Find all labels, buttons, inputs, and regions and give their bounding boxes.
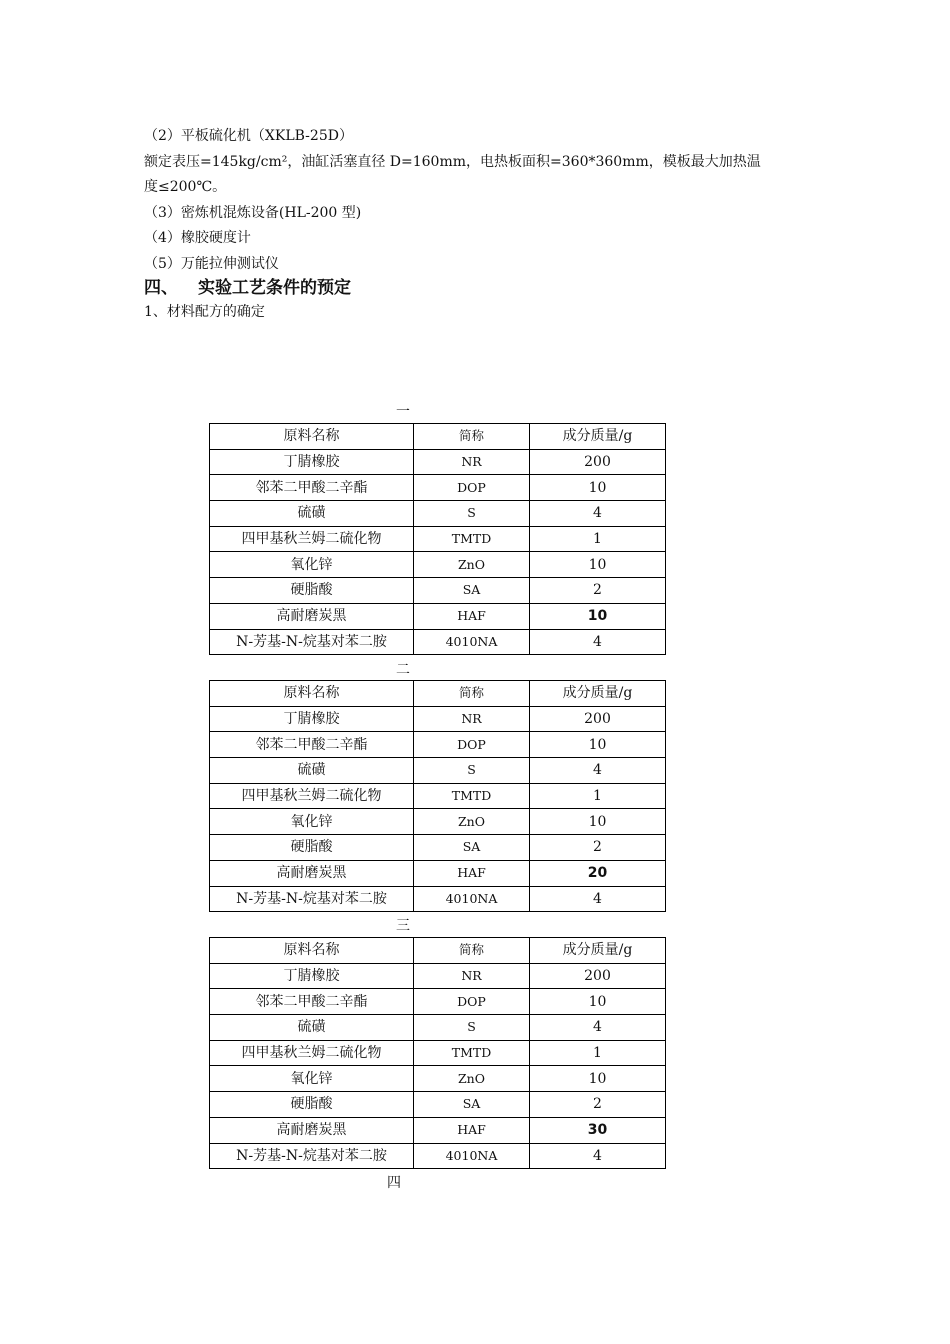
material-abbr: DOP	[414, 989, 530, 1015]
material-name: 硬脂酸	[210, 1092, 414, 1118]
material-name: 四甲基秋兰姆二硫化物	[210, 526, 414, 552]
material-mass: 10	[530, 732, 666, 758]
material-abbr: TMTD	[414, 783, 530, 809]
material-abbr: NR	[414, 963, 530, 989]
equipment-item-4: （4）橡胶硬度计	[144, 230, 251, 246]
material-abbr: SA	[414, 835, 530, 861]
header-abbreviation: 简称	[414, 681, 530, 707]
header-mass: 成分质量/g	[530, 938, 666, 964]
table-header-row	[210, 938, 666, 964]
formula-table-3	[209, 937, 666, 1169]
material-abbr: 4010NA	[414, 629, 530, 655]
material-name: 高耐磨炭黑	[210, 603, 414, 629]
section-title: 实验工艺条件的预定	[198, 278, 351, 298]
material-name: 邻苯二甲酸二辛酯	[210, 989, 414, 1015]
material-abbr: S	[414, 758, 530, 784]
formula-label-1: 一	[396, 404, 410, 420]
material-name: 邻苯二甲酸二辛酯	[210, 475, 414, 501]
material-mass: 10	[530, 475, 666, 501]
table-row	[210, 552, 666, 578]
material-name: 氧化锌	[210, 809, 414, 835]
subsection-heading: 1、材料配方的确定	[144, 304, 265, 320]
table-row	[210, 526, 666, 552]
material-mass: 1	[530, 783, 666, 809]
header-abbreviation: 简称	[414, 938, 530, 964]
table-row	[210, 860, 666, 886]
section-number: 四、	[144, 278, 178, 298]
material-mass: 1	[530, 1040, 666, 1066]
material-mass: 200	[530, 449, 666, 475]
formula-label-3: 三	[396, 918, 410, 934]
material-abbr: DOP	[414, 732, 530, 758]
equipment-spec-line-continued: 度≤200℃。	[144, 179, 227, 195]
material-abbr: ZnO	[414, 552, 530, 578]
table-row	[210, 629, 666, 655]
header-mass: 成分质量/g	[530, 424, 666, 450]
material-abbr: SA	[414, 578, 530, 604]
table-row	[210, 1117, 666, 1143]
table-row	[210, 963, 666, 989]
material-name: 高耐磨炭黑	[210, 860, 414, 886]
material-mass-highlight: 20	[530, 860, 666, 886]
table-row	[210, 809, 666, 835]
table-row	[210, 1015, 666, 1041]
formula-table-2	[209, 680, 666, 912]
material-abbr: TMTD	[414, 1040, 530, 1066]
header-material-name: 原料名称	[210, 424, 414, 450]
table-row	[210, 1040, 666, 1066]
table-row	[210, 1143, 666, 1169]
material-name: 四甲基秋兰姆二硫化物	[210, 1040, 414, 1066]
table-row	[210, 835, 666, 861]
table-header-row	[210, 681, 666, 707]
formula-label-2: 二	[396, 662, 410, 678]
material-abbr: HAF	[414, 603, 530, 629]
material-name: 丁腈橡胶	[210, 706, 414, 732]
material-mass: 2	[530, 1092, 666, 1118]
material-abbr: 4010NA	[414, 886, 530, 912]
material-mass: 10	[530, 1066, 666, 1092]
material-name: N-芳基-N-烷基对苯二胺	[210, 1143, 414, 1169]
table-row	[210, 732, 666, 758]
material-name: 硬脂酸	[210, 835, 414, 861]
material-name: N-芳基-N-烷基对苯二胺	[210, 886, 414, 912]
material-name: 四甲基秋兰姆二硫化物	[210, 783, 414, 809]
material-mass: 10	[530, 552, 666, 578]
table-row	[210, 1066, 666, 1092]
formula-table-1	[209, 423, 666, 655]
material-abbr: HAF	[414, 860, 530, 886]
table-row	[210, 989, 666, 1015]
material-mass: 2	[530, 578, 666, 604]
table-row	[210, 886, 666, 912]
material-name: 高耐磨炭黑	[210, 1117, 414, 1143]
table-row	[210, 578, 666, 604]
header-material-name: 原料名称	[210, 938, 414, 964]
material-name: 硫磺	[210, 501, 414, 527]
equipment-item-2: （2）平板硫化机（XKLB-25D）	[144, 128, 353, 144]
material-name: 丁腈橡胶	[210, 963, 414, 989]
material-mass-highlight: 10	[530, 603, 666, 629]
material-abbr: NR	[414, 706, 530, 732]
material-mass: 4	[530, 501, 666, 527]
material-name: 氧化锌	[210, 552, 414, 578]
material-abbr: S	[414, 1015, 530, 1041]
material-abbr: ZnO	[414, 1066, 530, 1092]
material-abbr: 4010NA	[414, 1143, 530, 1169]
table-row	[210, 603, 666, 629]
header-mass: 成分质量/g	[530, 681, 666, 707]
material-abbr: TMTD	[414, 526, 530, 552]
material-name: N-芳基-N-烷基对苯二胺	[210, 629, 414, 655]
equipment-item-5: （5）万能拉伸测试仪	[144, 256, 279, 272]
table-row	[210, 758, 666, 784]
material-mass: 2	[530, 835, 666, 861]
material-abbr: SA	[414, 1092, 530, 1118]
table-row	[210, 706, 666, 732]
header-material-name: 原料名称	[210, 681, 414, 707]
material-abbr: NR	[414, 449, 530, 475]
material-name: 硬脂酸	[210, 578, 414, 604]
material-name: 丁腈橡胶	[210, 449, 414, 475]
table-row	[210, 1092, 666, 1118]
material-mass: 4	[530, 1015, 666, 1041]
material-abbr: ZnO	[414, 809, 530, 835]
material-mass-highlight: 30	[530, 1117, 666, 1143]
material-mass: 4	[530, 758, 666, 784]
header-abbreviation: 简称	[414, 424, 530, 450]
material-mass: 4	[530, 629, 666, 655]
equipment-spec-line: 额定表压=145kg/cm²，油缸活塞直径 D=160mm，电热板面积=360*360mm，模板最大加热温	[144, 154, 761, 170]
table-row	[210, 449, 666, 475]
material-abbr: DOP	[414, 475, 530, 501]
material-mass: 1	[530, 526, 666, 552]
material-name: 硫磺	[210, 1015, 414, 1041]
table-row	[210, 783, 666, 809]
material-mass: 200	[530, 706, 666, 732]
material-mass: 200	[530, 963, 666, 989]
material-name: 硫磺	[210, 758, 414, 784]
material-mass: 4	[530, 1143, 666, 1169]
section-heading	[144, 277, 351, 299]
material-name: 氧化锌	[210, 1066, 414, 1092]
material-abbr: HAF	[414, 1117, 530, 1143]
equipment-item-3: （3）密炼机混炼设备(HL-200 型)	[144, 205, 362, 221]
material-name: 邻苯二甲酸二辛酯	[210, 732, 414, 758]
material-mass: 10	[530, 809, 666, 835]
material-mass: 10	[530, 989, 666, 1015]
formula-label-4: 四	[387, 1175, 401, 1191]
table-header-row	[210, 424, 666, 450]
table-row	[210, 475, 666, 501]
material-mass: 4	[530, 886, 666, 912]
table-row	[210, 501, 666, 527]
material-abbr: S	[414, 501, 530, 527]
